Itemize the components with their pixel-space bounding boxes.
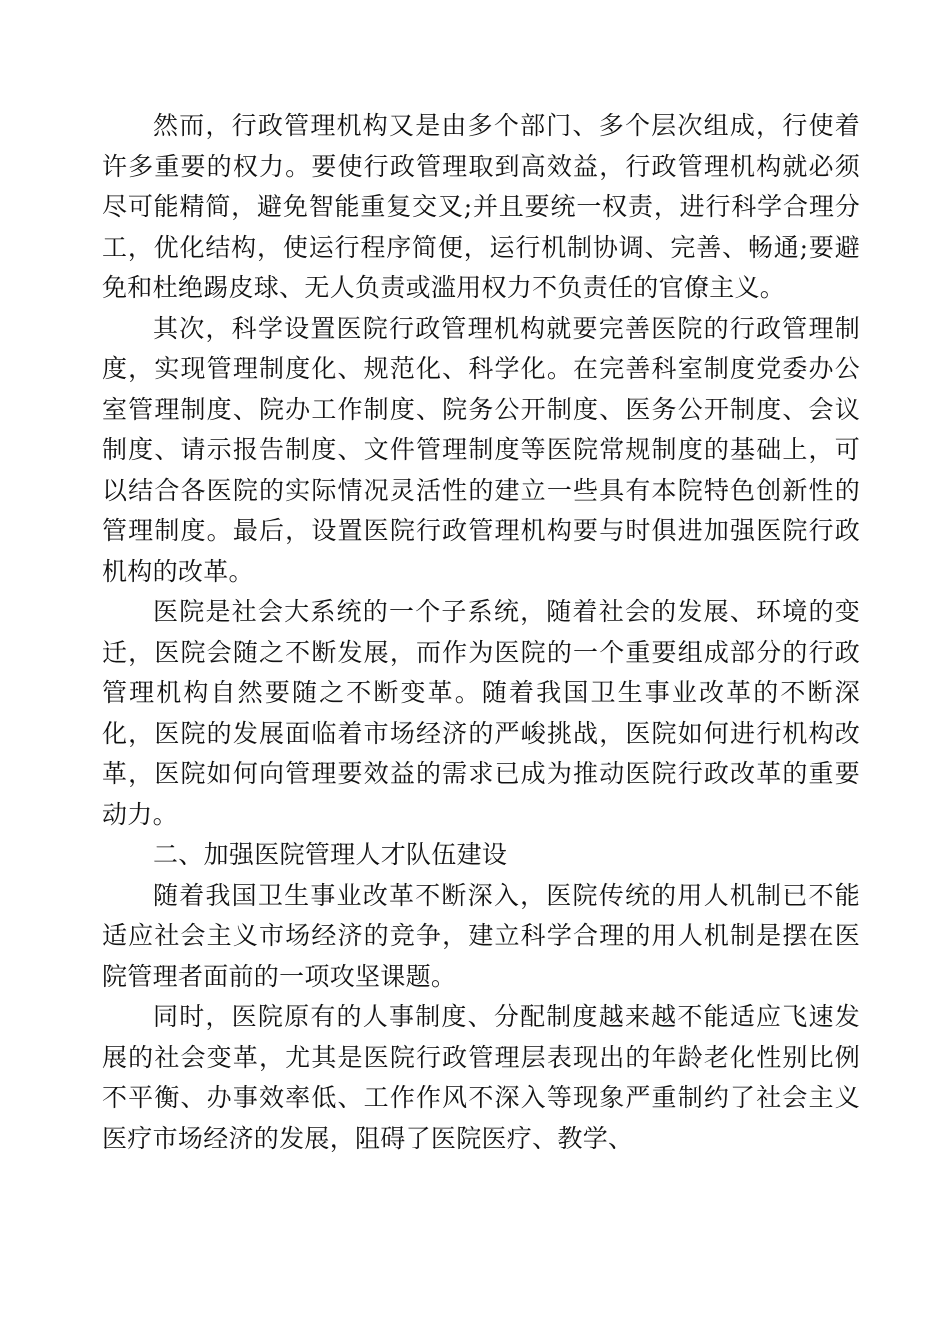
paragraph-2: 其次，科学设置医院行政管理机构就要完善医院的行政管理制度，实现管理制度化、规范化、科学化。在完善科室制度党委办公室管理制度、院办工作制度、院务公开制度、医务公开制度、会议制度、请示报告制度、文件管理制度等医院常规制度的基础上，可以结合各医院的实际情况灵活性的建立一些具有本院特色创新性的管理制度。最后，设置医院行政管理机构要与时俱进加强医院行政机构的改革。	[102, 313, 860, 586]
document-page	[102, 106, 860, 1159]
paragraph-4: 随着我国卫生事业改革不断深入，医院传统的用人机制已不能适应社会主义市场经济的竞争，建立科学合理的用人机制是摆在医院管理者面前的一项攻坚课题。	[102, 880, 860, 991]
section-heading: 二、加强医院管理人才队伍建设	[153, 840, 508, 869]
paragraph-5: 同时，医院原有的人事制度、分配制度越来越不能适应飞速发展的社会变革，尤其是医院行政管理层表现出的年龄老化性别比例不平衡、办事效率低、工作作风不深入等现象严重制约了社会主义医疗市场经济的发展，阻碍了医院医疗、教学、	[102, 1002, 860, 1153]
paragraph-3: 医院是社会大系统的一个子系统，随着社会的发展、环境的变迁，医院会随之不断发展，而作为医院的一个重要组成部分的行政管理机构自然要随之不断变革。随着我国卫生事业改革的不断深化，医院的发展面临着市场经济的严峻挑战，医院如何进行机构改革，医院如何向管理要效益的需求已成为推动医院行政改革的重要动力。	[102, 597, 860, 829]
paragraph-1: 然而，行政管理机构又是由多个部门、多个层次组成，行使着许多重要的权力。要使行政管理取到高效益，行政管理机构就必须尽可能精简，避免智能重复交叉;并且要统一权责，进行科学合理分工，优化结构，使运行程序简便，运行机制协调、完善、畅通;要避免和杜绝踢皮球、无人负责或滥用权力不负责任的官僚主义。	[102, 111, 860, 302]
